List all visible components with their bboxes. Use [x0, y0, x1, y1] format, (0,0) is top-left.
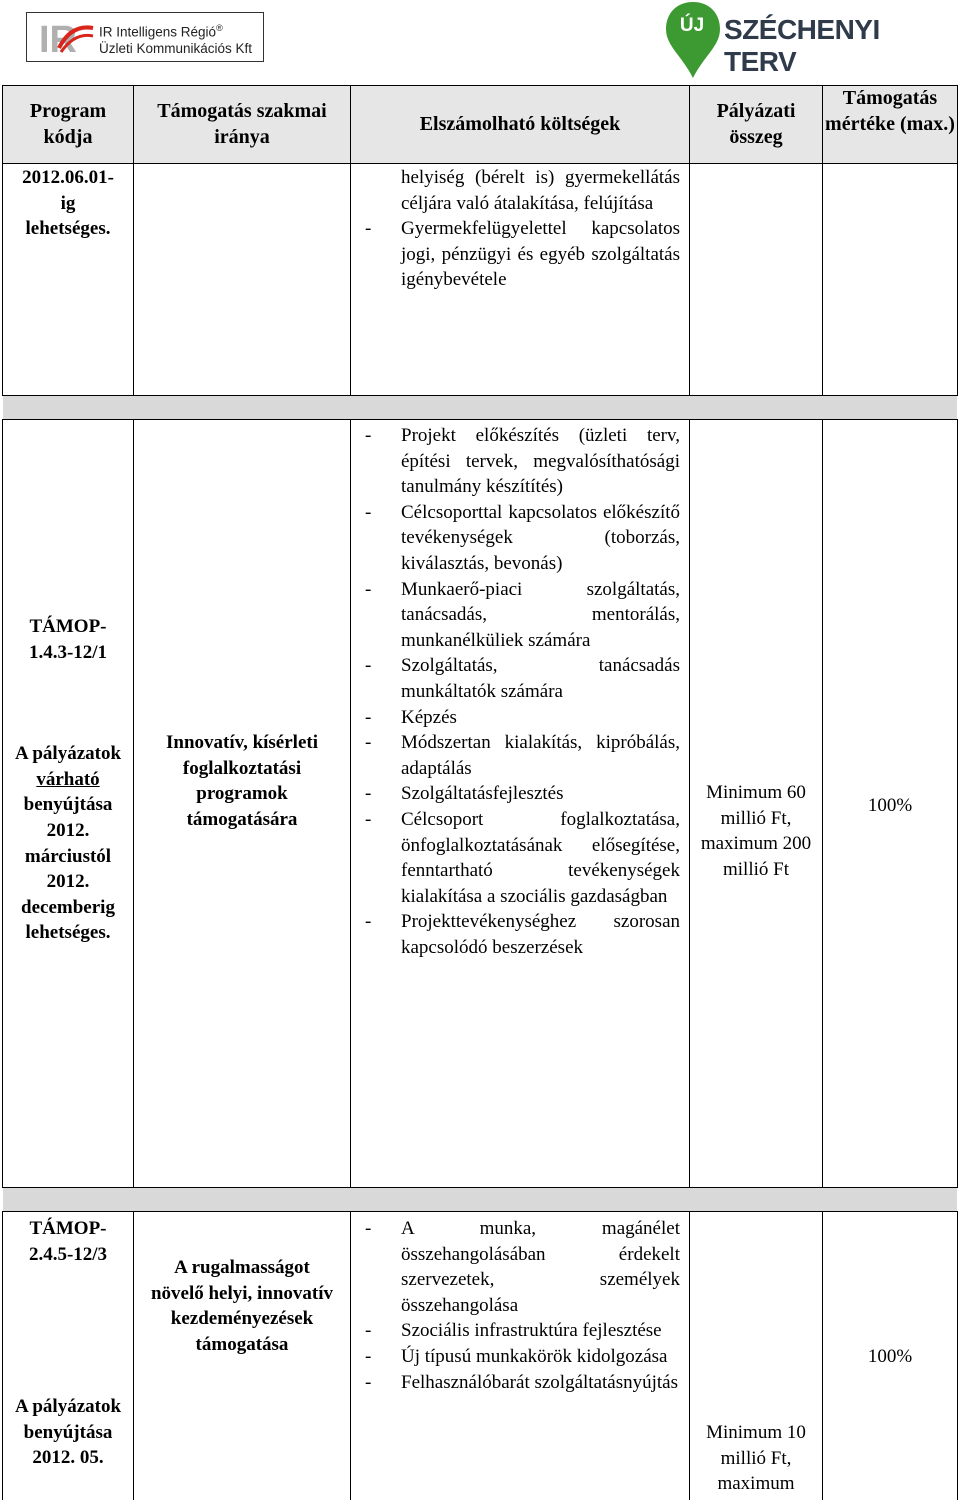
row1-cost-item: - Projekttevékenységhez szorosan kapcsolódó beszerzések: [365, 911, 680, 958]
row1-cost-text: Célcsoport foglalkoztatása, önfoglalkoztatásának elősegítése, fenntartható tevékenységek kialakítása a szociális gazdaságban: [401, 808, 680, 907]
row1-program-code: [3, 614, 133, 946]
row2-note: A pályázatok benyújtása 2012. 05.: [14, 1396, 122, 1469]
header-costs: Elszámolható költségek: [419, 113, 621, 135]
row2-cost-text: Új típusú munkakörök kidolgozása: [401, 1345, 668, 1367]
row2-cost-text: Szociális infrastruktúra fejlesztése: [401, 1320, 662, 1342]
szechenyi-terv-logo: [664, 0, 934, 80]
szechenyi-pin-icon: [664, 0, 722, 80]
row1-costs: [351, 423, 680, 960]
row0-code-line: lehetséges.: [25, 218, 111, 240]
header-rate: Támogatás mértéke (max.): [825, 87, 955, 135]
grid-line: [689, 1211, 690, 1500]
row2-direction: A rugalmasságot növelő helyi, innovatív kezdeményezések támogatása: [150, 1257, 334, 1355]
row1-cost-text: Szolgáltatásfejlesztés: [401, 783, 564, 805]
row1-rate: 100%: [867, 795, 913, 816]
szechenyi-badge: ÚJ: [679, 15, 705, 36]
row2-costs: [351, 1216, 680, 1395]
row1-cost-item: - Szolgáltatásfejlesztés: [365, 783, 564, 805]
row1-cost-text: Munkaerő-piaci szolgáltatás, tanácsadás, mentorálás, munkanélküliek számára: [401, 578, 680, 651]
separator-band: [3, 1188, 957, 1211]
row1-note-pre: A pályázatok: [14, 743, 122, 765]
grid-line: [957, 85, 958, 395]
grid-line: [133, 1211, 134, 1500]
row1-note-underlined: várható: [36, 768, 100, 790]
row1-note: [3, 741, 133, 946]
row0-code-line: ig: [60, 192, 76, 214]
row1-cost-text: Projekt előkészítés (üzleti terv, építési tervek, megvalósíthatósági tanulmány készítítés): [401, 425, 680, 498]
ir-logo-text: [99, 20, 252, 57]
row1-cost-item: - Módszertan kialakítás, kipróbálás, adaptálás: [365, 732, 680, 779]
header-amount: Pályázati összeg: [716, 100, 796, 148]
row1-cost-item: - Célcsoport foglalkoztatása, önfoglalkoztatásának elősegítése, fenntartható tevékenységek kialakítása a szociális gazdaságban: [365, 808, 680, 907]
row1-cost-item: - Képzés: [365, 706, 457, 728]
row1-cost-item: - Projekt előkészítés (üzleti terv, építési tervek, megvalósíthatósági tanulmány készítítés): [365, 425, 680, 498]
grid-line: [2, 395, 958, 396]
row2-rate: 100%: [867, 1346, 913, 1367]
separator-band: [3, 396, 957, 419]
grid-line: [689, 419, 690, 1187]
row2-cost-item: - Szociális infrastruktúra fejlesztése: [365, 1320, 662, 1342]
ir-logo-line1: IR Intelligens Régió: [99, 24, 217, 40]
grid-line: [2, 85, 958, 86]
grid-line: [2, 1187, 958, 1188]
grid-line: [957, 1211, 958, 1500]
row2-cost-text: Felhasználóbarát szolgáltatásnyújtás: [401, 1371, 678, 1393]
row0-cost-text: helyiség (bérelt is) gyermekellátás céljára való átalakítása, felújítása: [401, 167, 680, 214]
row2-amount: Minimum 10 millió Ft, maximum: [706, 1422, 806, 1495]
row1-code: TÁMOP-1.4.3-12/1: [28, 616, 108, 663]
row0-cost-text: Gyermekfelügyelettel kapcsolatos jogi, pénzügyi és egyéb szolgáltatás igénybevétele: [401, 218, 680, 291]
row1-cost-text: Képzés: [401, 706, 457, 728]
svg-text:IR: IR: [39, 19, 77, 58]
ir-logo-mark-icon: [39, 18, 95, 58]
row1-cost-item: - Szolgáltatás, tanácsadás munkáltatók számára: [365, 655, 680, 702]
ir-logo-line2: Üzleti Kommunikációs Kft: [99, 40, 253, 56]
row2-code: TÁMOP-2.4.5-12/3: [28, 1218, 108, 1265]
row0-code-line: 2012.06.01-: [22, 167, 114, 188]
row2-program-code: [3, 1216, 133, 1471]
row0-program-code: [3, 165, 133, 242]
row1-cost-item: - Célcsoporttal kapcsolatos előkészítő tevékenységek (toborzás, kiválasztás, bevonás): [365, 501, 680, 574]
row2-cost-item: - Felhasználóbarát szolgáltatásnyújtás: [365, 1371, 678, 1393]
grid-line: [133, 419, 134, 1187]
row2-cost-item: - Új típusú munkakörök kidolgozása: [365, 1345, 668, 1367]
row2-cost-text: A munka, magánélet összehangolásában érdekelt szervezetek, személyek összehangolása: [401, 1218, 680, 1316]
row0-costs: [351, 165, 680, 293]
header-program-code: Program kódja: [29, 100, 107, 148]
row1-note-post: benyújtása 2012. márciustól 2012. decemberig lehetséges.: [21, 794, 115, 944]
szechenyi-name: SZÉCHENYI TERV: [724, 14, 880, 77]
row1-cost-text: Módszertan kialakítás, kipróbálás, adaptálás: [401, 732, 680, 779]
row0-cost-item: - Gyermekfelügyelettel kapcsolatos jogi, pénzügyi és egyéb szolgáltatás igénybevétele: [365, 218, 680, 291]
ir-logo-registered: ®: [216, 23, 223, 33]
grid-line: [2, 419, 958, 420]
header-direction: Támogatás szakmai iránya: [157, 100, 327, 148]
row1-cost-item: - Munkaerő-piaci szolgáltatás, tanácsadás, mentorálás, munkanélküliek számára: [365, 578, 680, 651]
row1-cost-text: Célcsoporttal kapcsolatos előkészítő tevékenységek (toborzás, kiválasztás, bevonás): [401, 501, 680, 574]
grid-line: [2, 1211, 958, 1212]
row2-cost-item: - A munka, magánélet összehangolásában érdekelt szervezetek, személyek összehangolása: [365, 1218, 680, 1316]
row0-cost-item: [351, 165, 680, 216]
ir-logo: [26, 12, 264, 62]
row1-amount: Minimum 60 millió Ft, maximum 200 millió Ft: [700, 782, 812, 880]
row1-direction: Innovatív, kísérleti foglalkoztatási programok támogatására: [165, 732, 318, 830]
grid-line: [957, 419, 958, 1187]
grid-line: [2, 163, 958, 164]
row1-cost-text: Projekttevékenységhez szorosan kapcsolódó beszerzések: [401, 911, 680, 958]
row1-cost-text: Szolgáltatás, tanácsadás munkáltatók számára: [401, 655, 680, 702]
